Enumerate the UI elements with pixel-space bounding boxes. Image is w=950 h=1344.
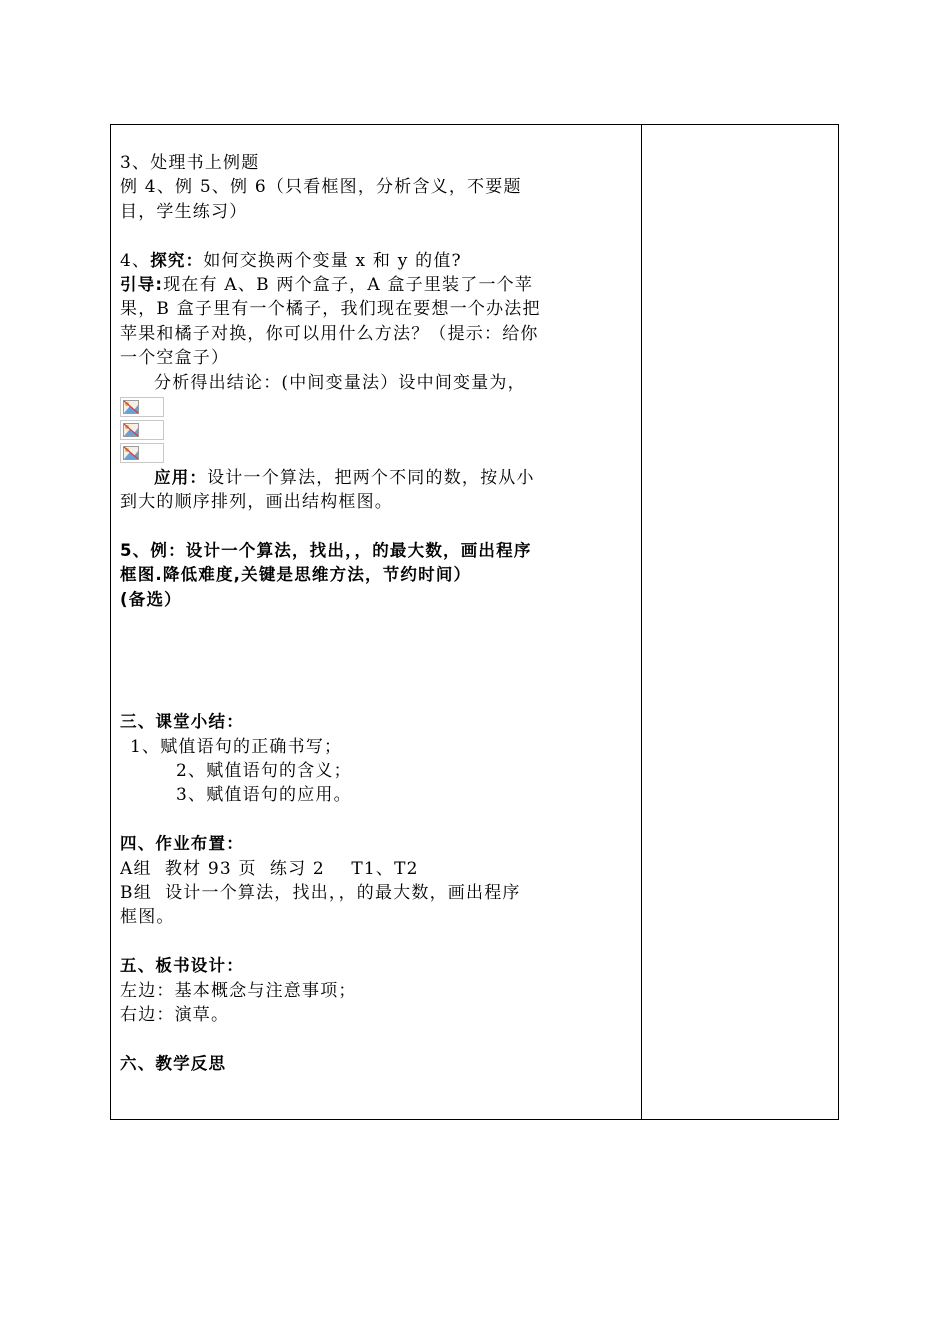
homework-line1: A组 教材 93 页 练习 2 T1、T2	[120, 858, 419, 879]
apply-label: 应用：	[154, 467, 208, 487]
sec5-line1: 5、例：设计一个算法，找出，，的最大数，画出程序	[120, 541, 532, 561]
sec4-label: 探究：	[150, 250, 204, 270]
sec3-line1: 例 4、例 5、例 6（只看框图，分析含义，不要题	[120, 177, 522, 198]
main-column	[120, 151, 634, 1076]
broken-image-icon	[123, 400, 139, 414]
broken-image-icon	[123, 423, 139, 437]
sec4-heading	[120, 249, 634, 273]
sec4-apply2: 到大的顺序排列，画出结构框图。	[120, 492, 393, 513]
formula-image-3	[120, 443, 164, 463]
sec5-line2: 框图.降低难度,关键是思维方法，节约时间）	[120, 565, 472, 585]
sec4-guide1: 引导:现在有 A、B 两个盒子，A 盒子里装了一个苹	[120, 274, 534, 295]
board-title: 五、板书设计：	[120, 956, 244, 976]
sec3-line2: 目，学生练习）	[120, 201, 248, 222]
sec4-conclusion: 分析得出结论：(中间变量法）设中间变量为，	[154, 372, 526, 393]
sec4-guide3: 苹果和橘子对换，你可以用什么方法？（提示：给你	[120, 323, 539, 344]
summary-title: 三、课堂小结：	[120, 712, 244, 732]
homework-line2: B组 设计一个算法，找出，，的最大数，画出程序	[120, 882, 521, 903]
homework-title: 四、作业布置：	[120, 834, 244, 854]
formula-image-2	[120, 420, 164, 440]
broken-image-icon	[123, 446, 139, 460]
sec4-guide4: 一个空盒子）	[120, 348, 230, 369]
reflection-title: 六、教学反思	[120, 1053, 227, 1073]
sec4-guide2: 果，B 盒子里有一个橘子，我们现在要想一个办法把	[120, 299, 541, 320]
sec4-question: 如何交换两个变量 x 和 y 的值?	[203, 250, 462, 271]
board-left: 左边：基本概念与注意事项；	[120, 980, 357, 1001]
sec4-num: 4、	[120, 250, 151, 271]
guide-label: 引导:	[120, 274, 164, 294]
lesson-table	[110, 124, 839, 1120]
sec5-line3: (备选）	[120, 589, 182, 609]
summary-item3: 3、赋值语句的应用。	[176, 785, 352, 806]
sec4-apply1: 应用：设计一个算法，把两个不同的数，按从小	[154, 467, 535, 488]
board-right: 右边：演草。	[120, 1004, 230, 1025]
sec3-title: 3、处理书上例题	[120, 153, 260, 173]
formula-image-1	[120, 397, 164, 417]
homework-line3: 框图。	[120, 907, 175, 928]
summary-item1: 1、赋值语句的正确书写；	[130, 736, 343, 757]
summary-item2: 2、赋值语句的含义；	[176, 761, 352, 782]
side-column	[642, 125, 838, 1119]
